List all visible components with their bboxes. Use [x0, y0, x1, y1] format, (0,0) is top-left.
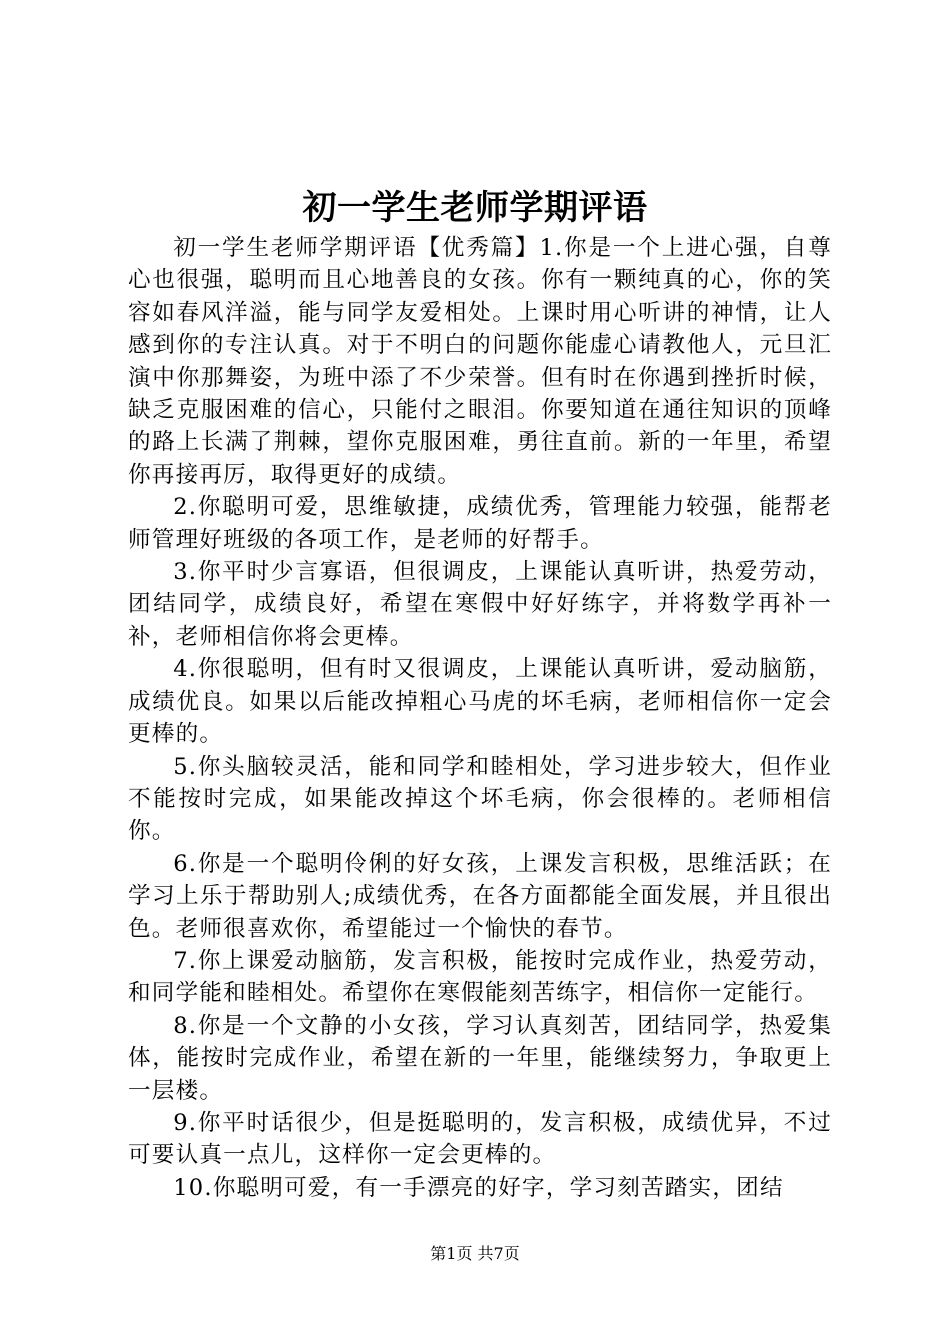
paragraph-4: 4.你很聪明，但有时又很调皮，上课能认真听讲，爱动脑筋，成绩优良。如果以后能改掉粗心马虎的坏毛病，老师相信你一定会更棒的。 [128, 656, 832, 748]
document-title: 初一学生老师学期评语 [302, 188, 648, 228]
paragraph-10: 10.你聪明可爱，有一手漂亮的好字，学习刻苦踏实，团结 [173, 1174, 784, 1201]
paragraph-2: 2.你聪明可爱，思维敏捷，成绩优秀，管理能力较强，能帮老师管理好班级的各项工作，是老师的好帮手。 [128, 494, 832, 553]
paragraph-1: 初一学生老师学期评语【优秀篇】1.你是一个上进心强，自尊心也很强，聪明而且心地善良的女孩。你有一颗纯真的心，你的笑容如春风洋溢，能与同学友爱相处。上课时用心听讲的神情，让人感到你的专注认真。对于不明白的问题你能虚心请教他人，元旦汇演中你那舞姿，为班中添了不少荣誉。但有时在你遇到挫折时候，缺乏克服困难的信心，只能付之眼泪。你要知道在通往知识的顶峰的路上长满了荆棘，望你克服困难，勇往直前。新的一年里，希望你再接再厉，取得更好的成绩。 [128, 235, 832, 488]
paragraph-7: 7.你上课爱动脑筋，发言积极，能按时完成作业，热爱劳动，和同学能和睦相处。希望你在寒假能刻苦练字，相信你一定能行。 [128, 947, 832, 1007]
page-footer: 第1页 共7页 [430, 1244, 520, 1263]
paragraph-5: 5.你头脑较灵活，能和同学和睦相处，学习进步较大，但作业不能按时完成，如果能改掉这个坏毛病，你会很棒的。老师相信你。 [128, 753, 832, 845]
paragraph-8: 8.你是一个文静的小女孩，学习认真刻苦，团结同学，热爱集体，能按时完成作业，希望在新的一年里，能继续努力，争取更上一层楼。 [128, 1012, 832, 1104]
document-body [128, 232, 832, 1204]
paragraph-9: 9.你平时话很少，但是挺聪明的，发言积极，成绩优异，不过可要认真一点儿，这样你一定会更棒的。 [128, 1109, 832, 1169]
paragraph-6: 6.你是一个聪明伶俐的好女孩，上课发言积极，思维活跃；在学习上乐于帮助别人;成绩优秀，在各方面都能全面发展，并且很出色。老师很喜欢你，希望能过一个愉快的春节。 [128, 850, 832, 942]
paragraph-3: 3.你平时少言寡语，但很调皮，上课能认真听讲，热爱劳动，团结同学，成绩良好，希望在寒假中好好练字，并将数学再补一补，老师相信你将会更棒。 [128, 559, 832, 650]
